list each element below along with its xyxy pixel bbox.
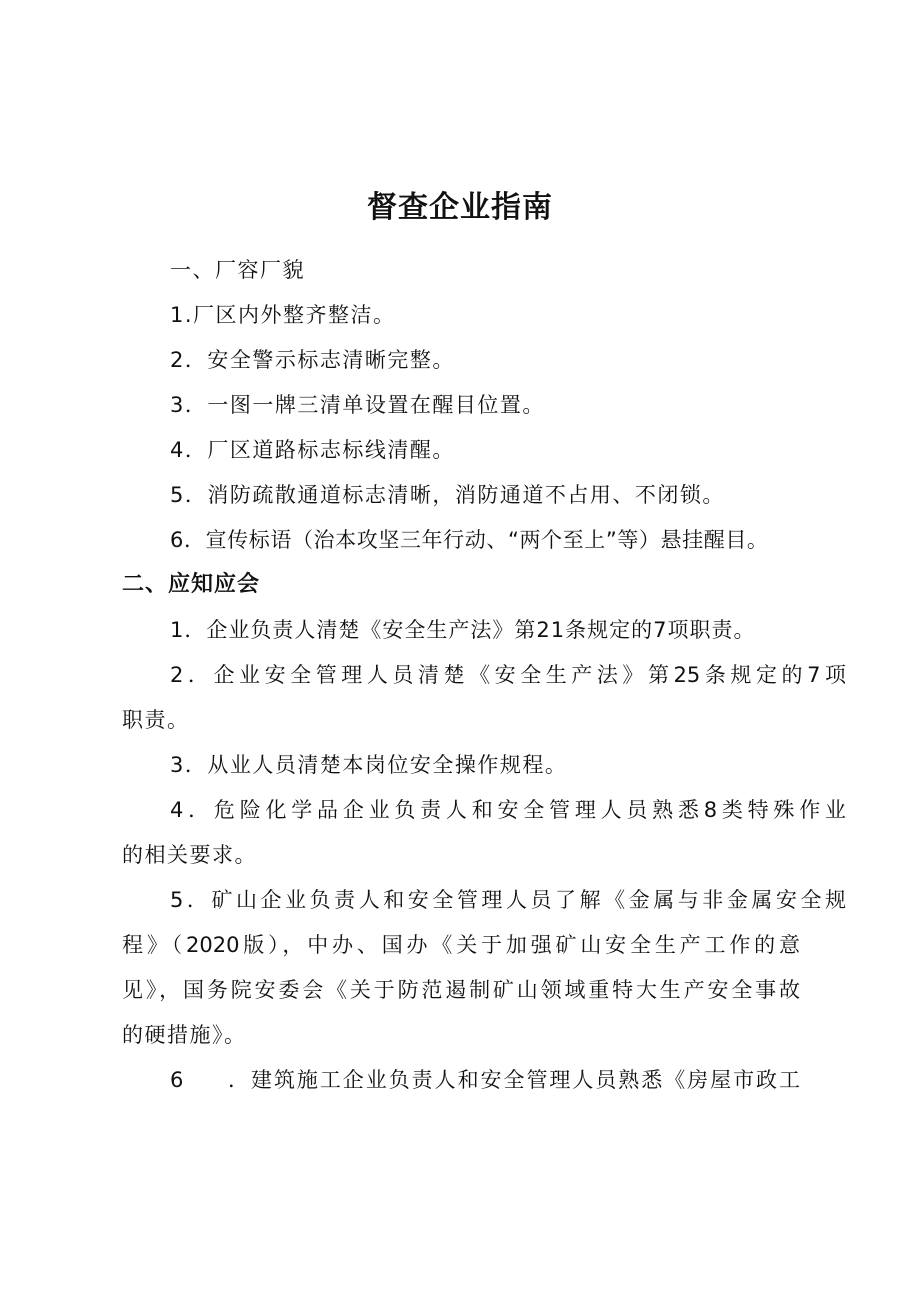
list-item: 1.厂区内外整齐整洁。 [170, 303, 396, 327]
list-item: 5．矿山企业负责人和安全管理人员了解《金属与非金属安全规 [170, 888, 846, 912]
list-item: 3．从业人员清楚本岗位安全操作规程。 [170, 753, 568, 777]
document-title: 督查企业指南 [367, 190, 553, 225]
list-item: 6．宣传标语（治本攻坚三年行动、“两个至上”等）悬挂醒目。 [170, 528, 769, 552]
list-item: 2．安全警示标志清晰完整。 [170, 348, 455, 372]
list-item: 3．一图一牌三清单设置在醒目位置。 [170, 393, 545, 417]
list-item: 4．危险化学品企业负责人和安全管理人员熟悉8类特殊作业 [170, 798, 846, 822]
list-item-number: 6 [170, 1068, 185, 1092]
list-item: 1．企业负责人清楚《安全生产法》第21条规定的7项职责。 [170, 618, 756, 642]
list-item-continuation: 职责。 [122, 708, 190, 732]
list-item: 2．企业安全管理人员清楚《安全生产法》第25条规定的7项 [170, 663, 846, 687]
list-item-continuation: 程》（2020版），中办、国办《关于加强矿山安全生产工作的意 [122, 933, 800, 957]
list-item: 5．消防疏散通道标志清晰，消防通道不占用、不闭锁。 [170, 483, 725, 507]
section-heading-required-knowledge: 二、应知应会 [122, 572, 261, 597]
section-heading-factory-appearance: 一、厂容厂貌 [170, 258, 305, 282]
list-item: ．建筑施工企业负责人和安全管理人员熟悉《房屋市政工 [228, 1068, 800, 1092]
list-item: 4．厂区道路标志标线清醒。 [170, 438, 455, 462]
list-item-continuation: 的硬措施》。 [122, 1023, 247, 1047]
list-item-continuation: 见》，国务院安委会《关于防范遏制矿山领域重特大生产安全事故 [122, 978, 800, 1002]
list-item-continuation: 的相关要求。 [122, 843, 257, 867]
